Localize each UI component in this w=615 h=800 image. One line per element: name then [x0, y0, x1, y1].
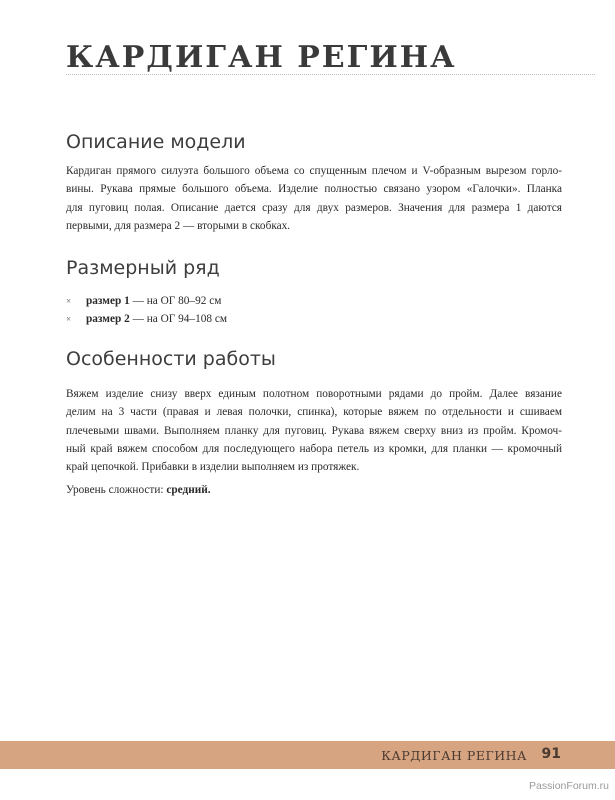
page-number: 91	[541, 746, 561, 762]
footer-bar	[0, 741, 615, 769]
difficulty-label: Уровень сложности:	[66, 484, 167, 496]
cross-bullet-icon: ×	[66, 296, 72, 306]
size-list	[66, 292, 227, 328]
footer-title: КАРДИГАН РЕГИНА	[381, 748, 527, 763]
features-line: Вяжем изделие снизу вверх единым полотном поворотными рядами до пройм. Далее вязание	[66, 388, 562, 400]
description-line: вины. Рукава прямые большого объема. Изделие полностью связано узором «Галочки». Планка	[66, 183, 562, 196]
section-heading-description: Описание модели	[66, 131, 246, 153]
difficulty-value: средний.	[166, 484, 211, 496]
list-item	[66, 310, 227, 328]
features-line: делим на 3 части (правая и левая полочки, спинка), которые вяжем по отдельности и сшиваем	[66, 406, 562, 419]
cross-bullet-icon: ×	[66, 314, 72, 324]
page-title: КАРДИГАН РЕГИНА	[66, 40, 457, 75]
size-value: — на ОГ 94–108 см	[129, 313, 228, 325]
description-line: для пуговиц полая. Описание дается сразу для двух размеров. Значения для размера 1 даются	[66, 201, 562, 214]
section-heading-features: Особенности работы	[66, 348, 276, 370]
features-line: край цепочкой. Прибавки в изделии выполняем из протяжек.	[66, 461, 360, 474]
description-paragraph	[66, 162, 562, 235]
watermark: PassionForum.ru	[529, 780, 609, 792]
list-item	[66, 292, 227, 310]
description-line: первыми, для размера 2 — вторыми в скобках.	[66, 219, 291, 232]
features-line: ный край вяжем способом для последующего набора петель из кромки, для планки — кромочный	[66, 442, 562, 455]
size-label: размер 2	[86, 313, 130, 325]
section-heading-sizes: Размерный ряд	[66, 257, 220, 279]
size-label: размер 1	[86, 295, 130, 307]
title-divider	[66, 74, 595, 75]
features-line: плечевыми швами. Выполняем планку для пуговиц. Рукава вяжем сверху вниз из пройм. Кромоч-	[66, 424, 562, 437]
difficulty-level	[66, 484, 211, 496]
features-paragraph	[66, 385, 562, 476]
size-value: — на ОГ 80–92 см	[129, 295, 222, 307]
description-line: Кардиган прямого силуэта большого объема со спущенным плечом и V-образным вырезом горло-	[66, 165, 562, 177]
